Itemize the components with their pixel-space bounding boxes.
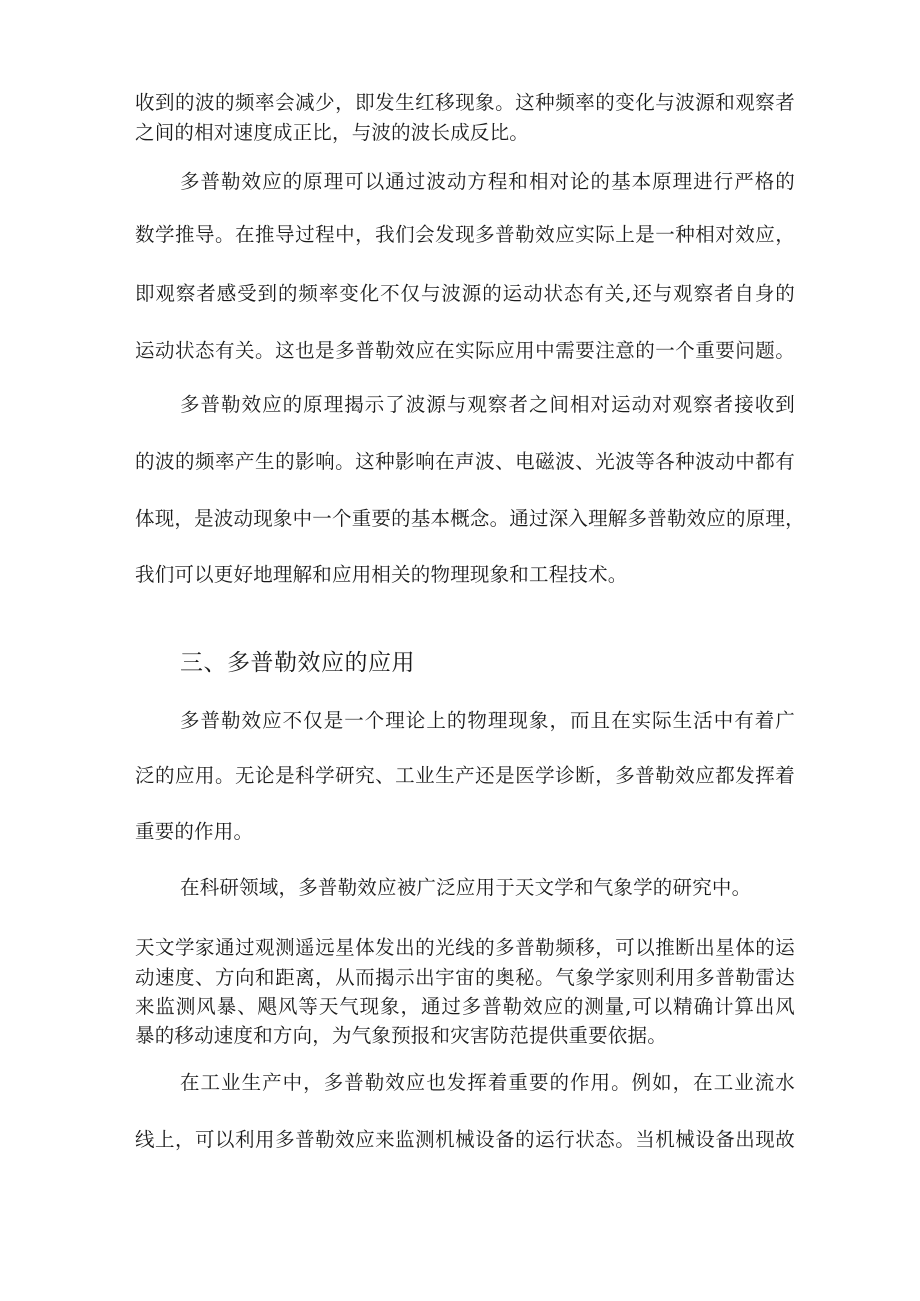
text-line: 的波的频率产生的影响。这种影响在声波、电磁波、光波等各种波动中都有 (135, 450, 795, 473)
paragraph-first-line: 在科研领域，多普勒效应被广泛应用于天文学和气象学的研究中。 (180, 876, 752, 899)
paragraph-first-line: 多普勒效应的原理揭示了波源与观察者之间相对运动对观察者接收到 (180, 393, 795, 416)
text-line: 动速度、方向和距离，从而揭示出宇宙的奥秘。气象学家则利用多普勒雷达 (135, 966, 795, 989)
text-line: 运动状态有关。这也是多普勒效应在实际应用中需要注意的一个重要问题。 (135, 339, 795, 362)
text-line: 暴的移动速度和方向，为气象预报和灾害防范提供重要依据。 (135, 1024, 667, 1047)
text-line: 来监测风暴、飓风等天气现象，通过多普勒效应的测量,可以精确计算出风 (135, 995, 795, 1018)
text-line: 即观察者感受到的频率变化不仅与波源的运动状态有关,还与观察者自身的 (135, 282, 795, 305)
text-line: 收到的波的频率会减少，即发生红移现象。这种频率的变化与波源和观察者 (135, 91, 795, 114)
paragraph-first-line: 在工业生产中，多普勒效应也发挥着重要的作用。例如，在工业流水 (180, 1071, 795, 1094)
text-line: 泛的应用。无论是科学研究、工业生产还是医学诊断，多普勒效应都发挥着 (135, 764, 795, 787)
text-line: 天文学家通过观测遥远星体发出的光线的多普勒频移，可以推断出星体的运 (135, 936, 795, 959)
section-heading: 三、多普勒效应的应用 (180, 650, 415, 676)
text-line: 之间的相对速度成正比，与波的波长成反比。 (135, 121, 530, 144)
text-line: 我们可以更好地理解和应用相关的物理现象和工程技术。 (135, 563, 628, 586)
text-line: 重要的作用。 (135, 820, 254, 843)
text-line: 体现，是波动现象中一个重要的基本概念。通过深入理解多普勒效应的原理， (135, 507, 805, 530)
paragraph-first-line: 多普勒效应不仅是一个理论上的物理现象，而且在实际生活中有着广 (180, 709, 795, 732)
text-line: 数学推导。在推导过程中，我们会发现多普勒效应实际上是一种相对效应， (135, 223, 795, 246)
paragraph-first-line: 多普勒效应的原理可以通过波动方程和相对论的基本原理进行严格的 (180, 170, 795, 193)
text-line: 线上，可以利用多普勒效应来监测机械设备的运行状态。当机械设备出现故 (135, 1128, 795, 1151)
